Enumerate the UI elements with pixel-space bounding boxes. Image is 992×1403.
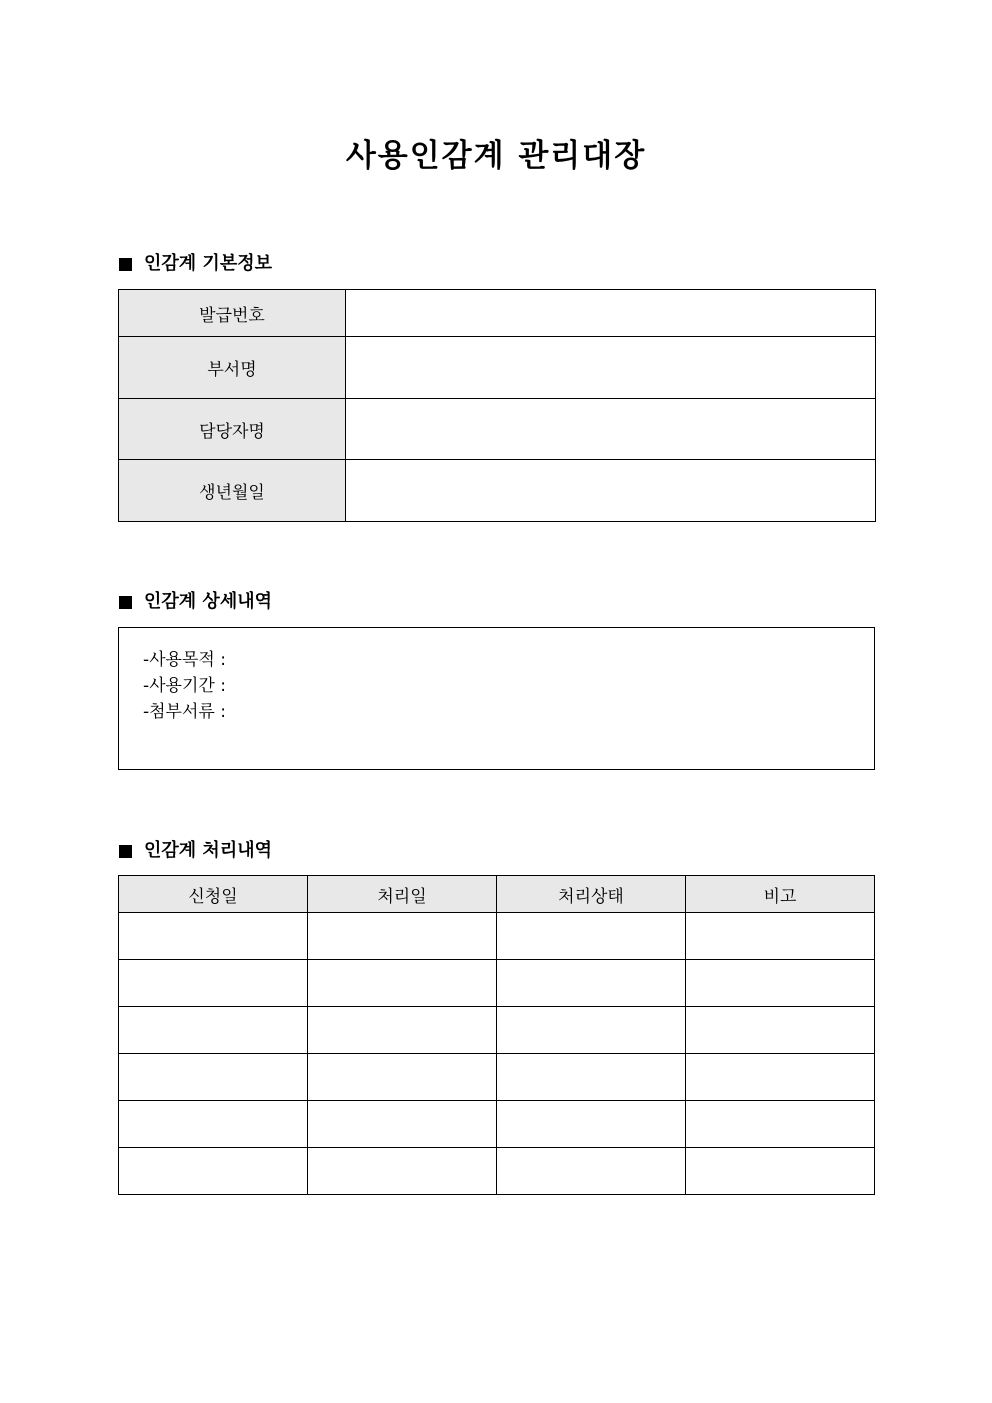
field-label-birth-date: 생년월일 <box>119 460 346 522</box>
table-cell[interactable] <box>308 913 497 960</box>
table-row <box>119 913 875 960</box>
table-cell[interactable] <box>119 1101 308 1148</box>
detail-line-attachments <box>143 700 226 724</box>
table-cell[interactable] <box>686 1148 875 1195</box>
field-value-issue-number[interactable] <box>346 290 876 337</box>
table-cell[interactable] <box>119 1054 308 1101</box>
section-heading-details <box>119 589 272 615</box>
section-heading-basic-info <box>119 251 272 277</box>
table-cell[interactable] <box>686 913 875 960</box>
table-cell[interactable] <box>497 1007 686 1054</box>
table-row <box>119 1101 875 1148</box>
table-cell[interactable] <box>119 960 308 1007</box>
table-header-row <box>119 876 875 913</box>
detail-line-period <box>143 674 226 698</box>
column-header-remarks: 비고 <box>686 876 875 913</box>
field-label-issue-number: 발급번호 <box>119 290 346 337</box>
square-bullet-icon <box>119 845 132 858</box>
basic-info-row <box>119 337 876 399</box>
square-bullet-icon <box>119 258 132 271</box>
table-cell[interactable] <box>497 1101 686 1148</box>
table-cell[interactable] <box>119 1148 308 1195</box>
table-cell[interactable] <box>686 1101 875 1148</box>
detail-label-attachments: -첨부서류 : <box>143 702 226 722</box>
table-row <box>119 1054 875 1101</box>
field-value-manager-name[interactable] <box>346 399 876 460</box>
table-cell[interactable] <box>686 960 875 1007</box>
detail-label-period: -사용기간 : <box>143 676 226 696</box>
table-cell[interactable] <box>497 1148 686 1195</box>
field-value-birth-date[interactable] <box>346 460 876 522</box>
column-header-status: 처리상태 <box>497 876 686 913</box>
basic-info-table <box>118 289 876 522</box>
table-cell[interactable] <box>119 913 308 960</box>
table-cell[interactable] <box>308 1007 497 1054</box>
table-row <box>119 1007 875 1054</box>
table-cell[interactable] <box>686 1054 875 1101</box>
table-cell[interactable] <box>308 1148 497 1195</box>
table-cell[interactable] <box>686 1007 875 1054</box>
basic-info-row <box>119 399 876 460</box>
field-label-manager-name: 담당자명 <box>119 399 346 460</box>
table-cell[interactable] <box>119 1007 308 1054</box>
table-cell[interactable] <box>497 960 686 1007</box>
field-label-department: 부서명 <box>119 337 346 399</box>
square-bullet-icon <box>119 596 132 609</box>
column-header-processed-date: 처리일 <box>308 876 497 913</box>
section-heading-processing <box>119 838 272 864</box>
detail-label-purpose: -사용목적 : <box>143 650 226 670</box>
basic-info-row <box>119 290 876 337</box>
table-row <box>119 960 875 1007</box>
details-box[interactable] <box>118 627 875 770</box>
section-heading-label: 인감계 처리내역 <box>144 840 272 861</box>
table-cell[interactable] <box>308 1101 497 1148</box>
column-header-application-date: 신청일 <box>119 876 308 913</box>
page-title: 사용인감계 관리대장 <box>345 138 647 174</box>
table-row <box>119 1148 875 1195</box>
table-cell[interactable] <box>308 1054 497 1101</box>
table-cell[interactable] <box>497 1054 686 1101</box>
table-cell[interactable] <box>308 960 497 1007</box>
field-value-department[interactable] <box>346 337 876 399</box>
processing-table <box>118 875 875 1195</box>
basic-info-row <box>119 460 876 522</box>
table-cell[interactable] <box>497 913 686 960</box>
section-heading-label: 인감계 기본정보 <box>144 253 272 274</box>
section-heading-label: 인감계 상세내역 <box>144 591 272 612</box>
detail-line-purpose <box>143 648 226 672</box>
